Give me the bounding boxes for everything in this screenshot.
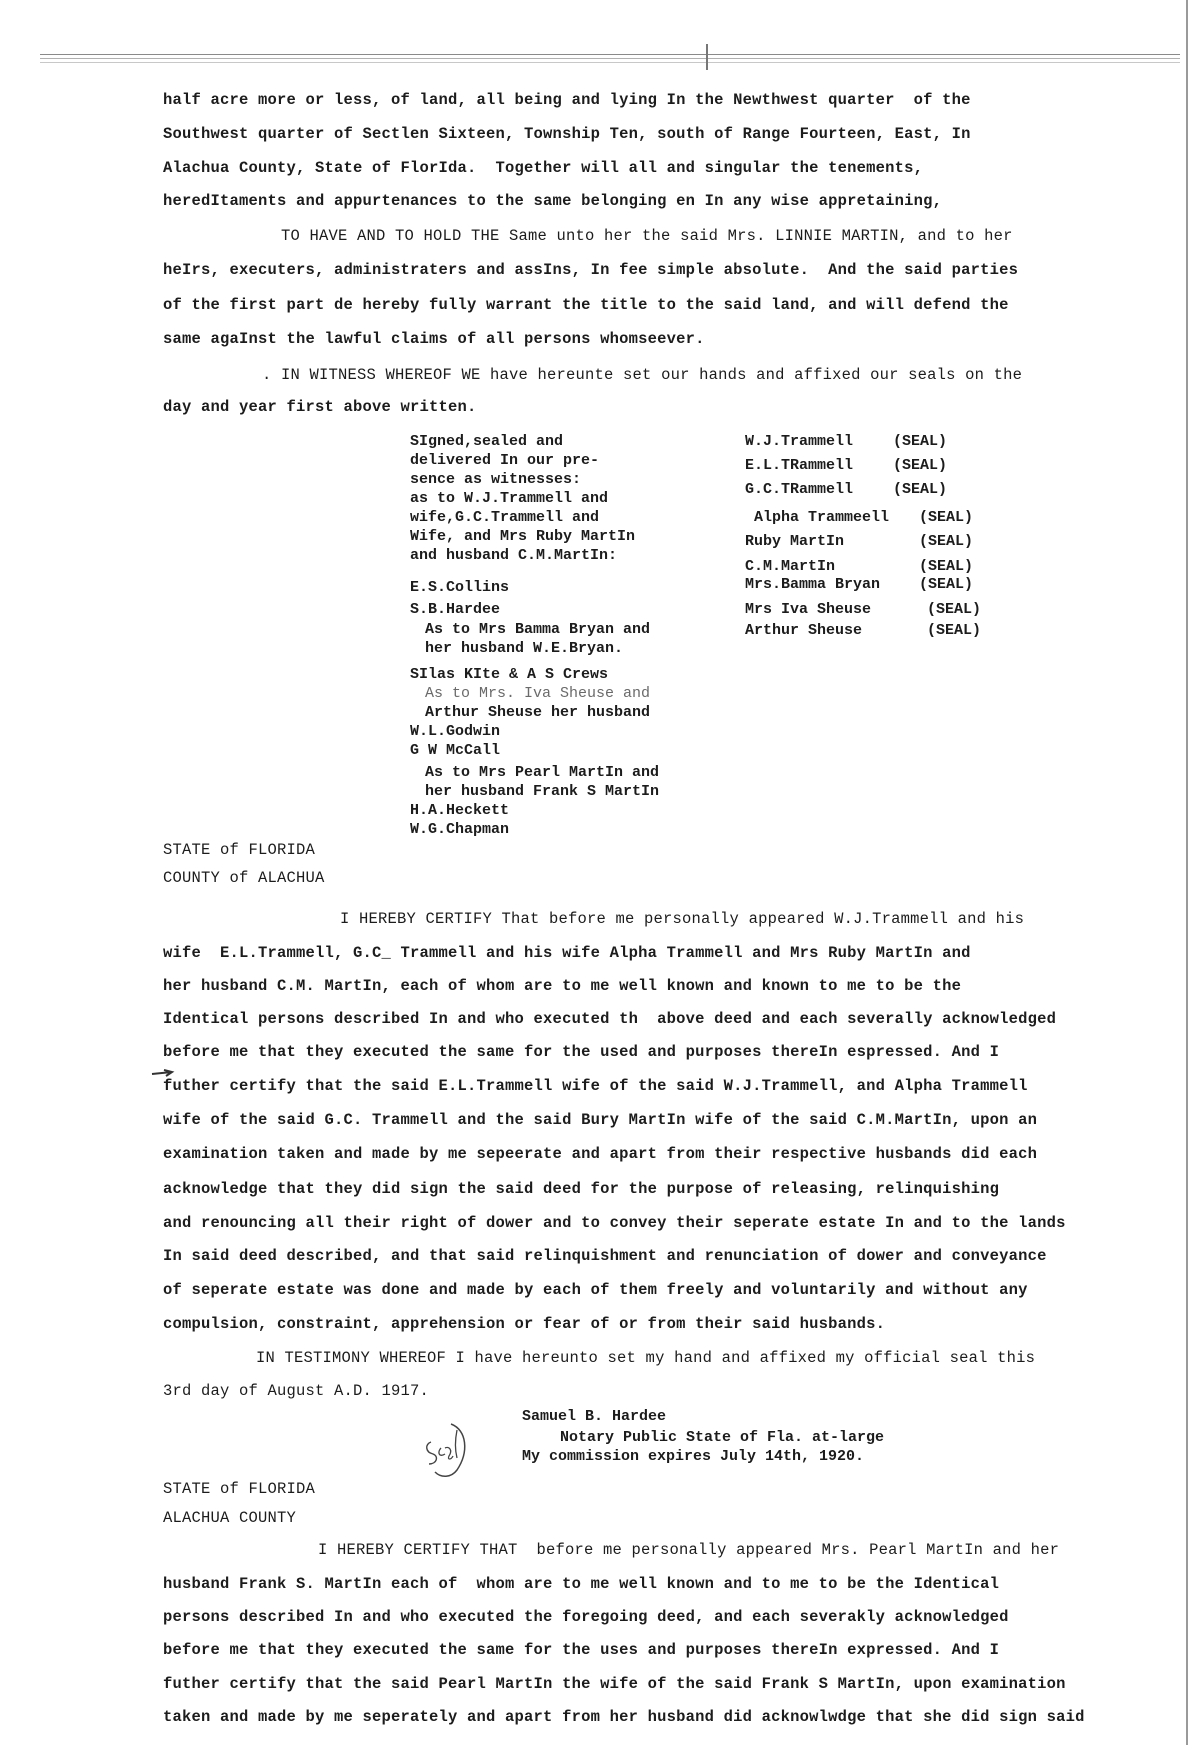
top-rule <box>40 62 1180 63</box>
witness-line: As to Mrs Pearl MartIn and <box>425 764 660 781</box>
ack-line: futher certify that the said Pearl MartIn the wife of the said Frank S MartIn, upon examination <box>163 1675 1066 1693</box>
signatory-name: Arthur Sheuse <box>745 622 863 639</box>
signatory-name: Alpha Trammeell <box>754 509 890 526</box>
witness-line: her husband W.E.Bryan. <box>425 640 624 657</box>
ack-line: I HEREBY CERTIFY THAT before me personally appeared Mrs. Pearl MartIn and her <box>318 1541 1060 1559</box>
county-heading: ALACHUA COUNTY <box>163 1509 297 1527</box>
witness-line: as to W.J.Trammell and <box>410 490 609 507</box>
deed-line: Alachua County, State of FlorIda. Together will all and singular the tenements, <box>163 159 924 177</box>
ack-line: compulsion, constraint, apprehension or fear of or from their said husbands. <box>163 1315 886 1333</box>
state-heading: STATE of FLORIDA <box>163 1480 316 1498</box>
state-heading: STATE of FLORIDA <box>163 841 316 859</box>
witness-name: G W McCall <box>410 742 501 759</box>
ack-line: Identical persons described In and who executed th above deed and each severally acknowledged <box>163 1010 1057 1028</box>
ack-line: I HEREBY CERTIFY That before me personally appeared W.J.Trammell and his <box>340 910 1025 928</box>
page-edge <box>1186 0 1188 1745</box>
witness-line: Arthur Sheuse her husband <box>425 704 651 721</box>
witness-name: S.B.Hardee <box>410 601 501 618</box>
date-line: 3rd day of August A.D. 1917. <box>163 1382 430 1400</box>
top-tick-mark <box>706 44 708 70</box>
witness-line: wife,G.C.Trammell and <box>410 509 600 526</box>
witness-line: sence as witnesses: <box>410 471 582 488</box>
seal-label: (SEAL) <box>919 509 974 526</box>
ack-line: of seperate estate was done and made by each of them freely and voluntarily and without any <box>163 1281 1028 1299</box>
top-rule <box>40 58 1180 59</box>
ack-line: before me that they executed the same for the uses and purposes thereIn expressed. And I <box>163 1641 1000 1659</box>
signatory-name: Ruby MartIn <box>745 533 845 550</box>
witness-line: SIgned,sealed and <box>410 433 564 450</box>
seal-label: (SEAL) <box>893 433 948 450</box>
witness-line: and husband C.M.MartIn: <box>410 547 618 564</box>
ack-line: taken and made by me seperately and apart from her husband did acknowlwdge that she did sign said <box>163 1708 1085 1726</box>
signatory-name: Mrs Iva Sheuse <box>745 601 872 618</box>
ack-line: her husband C.M. MartIn, each of whom are to me well known and known to me to be the <box>163 977 962 995</box>
witness-line: As to Mrs Bamma Bryan and <box>425 621 651 638</box>
signatory-name: G.C.TRammell <box>745 481 854 498</box>
ack-line: wife E.L.Trammell, G.C_ Trammell and his wife Alpha Trammell and Mrs Ruby MartIn and <box>163 944 971 962</box>
witness-line: Wife, and Mrs Ruby MartIn <box>410 528 636 545</box>
habendum-line: TO HAVE AND TO HOLD THE Same unto her the said Mrs. LINNIE MARTIN, and to her <box>281 227 1013 245</box>
ack-line: and renouncing all their right of dower and to convey their seperate estate In and to the lands <box>163 1214 1066 1232</box>
testimony-line: IN TESTIMONY WHEREOF I have hereunto set my hand and affixed my official seal this <box>256 1349 1036 1367</box>
witness-name: W.G.Chapman <box>410 821 510 838</box>
notary-name: Samuel B. Hardee <box>522 1408 667 1425</box>
seal-label: (SEAL) <box>927 601 982 618</box>
ack-line: In said deed described, and that said relinquishment and renunciation of dower and conveyance <box>163 1247 1047 1265</box>
notary-commission: My commission expires July 14th, 1920. <box>522 1448 865 1465</box>
witness-name: E.S.Collins <box>410 579 510 596</box>
witness-name: W.L.Godwin <box>410 723 501 740</box>
margin-arrow-icon <box>150 1068 176 1080</box>
notary-title: Notary Public State of Fla. at-large <box>560 1429 885 1446</box>
seal-label: (SEAL) <box>893 481 948 498</box>
witness-line: delivered In our pre- <box>410 452 600 469</box>
ack-line: acknowledge that they did sign the said deed for the purpose of releasing, relinquishing <box>163 1180 1000 1198</box>
seal-label: (SEAL) <box>893 457 948 474</box>
county-heading: COUNTY of ALACHUA <box>163 869 325 887</box>
signatory-name: Mrs.Bamma Bryan <box>745 576 881 593</box>
witness-clause: . IN WITNESS WHEREOF WE have hereunte set our hands and affixed our seals on the <box>262 366 1023 384</box>
ack-line: wife of the said G.C. Trammell and the said Bury MartIn wife of the said C.M.MartIn, upon an <box>163 1111 1038 1129</box>
deed-line: day and year first above written. <box>163 398 477 416</box>
ack-line: before me that they executed the same for the used and purposes thereIn espressed. And I <box>163 1043 1000 1061</box>
deed-line: of the first part de hereby fully warrant the title to the said land, and will defend the <box>163 296 1009 314</box>
ack-line: futher certify that the said E.L.Trammell wife of the said W.J.Trammell, and Alpha Trammell <box>163 1077 1028 1095</box>
deed-line: heIrs, executers, administraters and assIns, In fee simple absolute. And the said parties <box>163 261 1019 279</box>
signatory-name: C.M.MartIn <box>745 558 836 575</box>
seal-label: (SEAL) <box>927 622 982 639</box>
deed-line: half acre more or less, of land, all being and lying In the Newthwest quarter of the <box>163 91 971 109</box>
witness-line: As to Mrs. Iva Sheuse and <box>425 685 651 702</box>
seal-label: (SEAL) <box>919 576 974 593</box>
signatory-name: W.J.Trammell <box>745 433 854 450</box>
witness-name: H.A.Heckett <box>410 802 510 819</box>
deed-line: heredItaments and appurtenances to the same belonging en In any wise appretaining, <box>163 192 943 210</box>
ack-line: husband Frank S. MartIn each of whom are to me well known and to me to be the Identical <box>163 1575 1000 1593</box>
deed-line: Southwest quarter of Sectlen Sixteen, Township Ten, south of Range Fourteen, East, In <box>163 125 971 143</box>
top-rule <box>40 54 1180 55</box>
deed-line: same agaInst the lawful claims of all persons whomseever. <box>163 330 705 348</box>
signatory-name: E.L.TRammell <box>745 457 854 474</box>
seal-label: (SEAL) <box>919 533 974 550</box>
witness-name: SIlas KIte & A S Crews <box>410 666 609 683</box>
ack-line: persons described In and who executed the foregoing deed, and each severakly acknowledged <box>163 1608 1009 1626</box>
ack-line: examination taken and made by me sepeerate and apart from their respective husbands did each <box>163 1145 1038 1163</box>
seal-label: (SEAL) <box>919 558 974 575</box>
witness-line: her husband Frank S MartIn <box>425 783 660 800</box>
handwritten-seal-mark <box>411 1420 481 1480</box>
